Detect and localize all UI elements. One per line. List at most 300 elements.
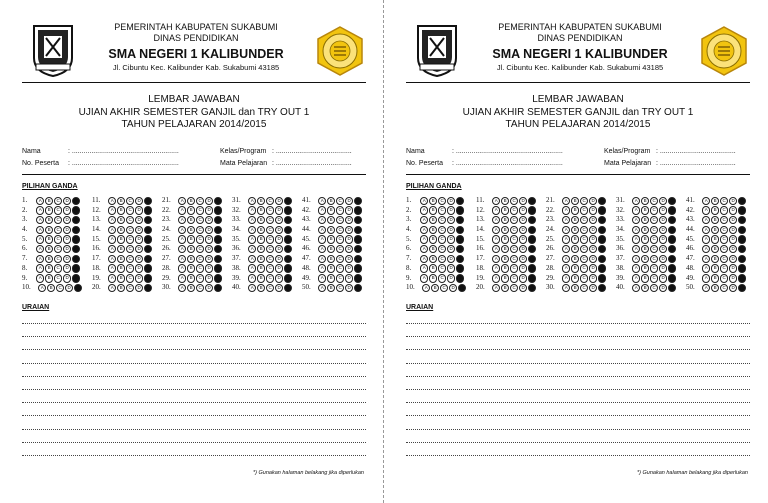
left-q2-option-a-bubble[interactable]: A xyxy=(36,206,44,214)
right-q36-option-b-bubble[interactable]: B xyxy=(641,245,649,253)
left-q23-option-a-bubble[interactable]: A xyxy=(178,216,186,224)
left-q32-option-d-bubble[interactable]: D xyxy=(275,206,283,214)
left-q20-option-e-bubble[interactable]: E xyxy=(144,284,152,292)
left-q49-option-b-bubble[interactable]: B xyxy=(327,274,335,282)
right-q26-option-a-bubble[interactable]: A xyxy=(562,245,570,253)
right-q45-option-d-bubble[interactable]: D xyxy=(729,235,737,243)
left-essay-line[interactable] xyxy=(22,349,366,350)
left-q29-option-a-bubble[interactable]: A xyxy=(178,274,186,282)
right-essay-line[interactable] xyxy=(406,415,750,416)
right-q24-option-d-bubble[interactable]: D xyxy=(589,226,597,234)
left-q3-option-a-bubble[interactable]: A xyxy=(36,216,44,224)
right-essay-line[interactable] xyxy=(406,389,750,390)
right-q25-option-b-bubble[interactable]: B xyxy=(571,235,579,243)
left-q42-option-a-bubble[interactable]: A xyxy=(318,206,326,214)
left-q18-option-e-bubble[interactable]: E xyxy=(144,264,152,272)
left-q46-option-c-bubble[interactable]: C xyxy=(336,245,344,253)
right-q42-option-b-bubble[interactable]: B xyxy=(711,206,719,214)
right-q35-option-e-bubble[interactable]: E xyxy=(668,235,676,243)
right-q31-option-d-bubble[interactable]: D xyxy=(659,197,667,205)
right-q47-option-e-bubble[interactable]: E xyxy=(738,255,746,263)
right-q6-option-b-bubble[interactable]: B xyxy=(429,245,437,253)
left-q35-option-d-bubble[interactable]: D xyxy=(275,235,283,243)
right-q8-option-a-bubble[interactable]: A xyxy=(420,264,428,272)
left-q28-option-d-bubble[interactable]: D xyxy=(205,264,213,272)
left-q46-option-a-bubble[interactable]: A xyxy=(318,245,326,253)
right-q11-option-a-bubble[interactable]: A xyxy=(492,197,500,205)
left-q44-option-a-bubble[interactable]: A xyxy=(318,226,326,234)
left-q34-option-b-bubble[interactable]: B xyxy=(257,226,265,234)
left-q2-option-d-bubble[interactable]: D xyxy=(63,206,71,214)
right-q27-option-e-bubble[interactable]: E xyxy=(598,255,606,263)
left-essay-line[interactable] xyxy=(22,336,366,337)
left-q13-option-c-bubble[interactable]: C xyxy=(126,216,134,224)
left-q35-option-b-bubble[interactable]: B xyxy=(257,235,265,243)
right-q41-option-c-bubble[interactable]: C xyxy=(720,197,728,205)
right-q38-option-c-bubble[interactable]: C xyxy=(650,264,658,272)
right-kelas-field[interactable]: : ....................................... xyxy=(656,148,736,155)
right-q4-option-c-bubble[interactable]: C xyxy=(438,226,446,234)
left-q45-option-b-bubble[interactable]: B xyxy=(327,235,335,243)
right-q30-option-c-bubble[interactable]: C xyxy=(580,284,588,292)
left-q38-option-c-bubble[interactable]: C xyxy=(266,264,274,272)
left-q41-option-e-bubble[interactable]: E xyxy=(354,197,362,205)
right-q16-option-c-bubble[interactable]: C xyxy=(510,245,518,253)
right-q4-option-d-bubble[interactable]: D xyxy=(447,226,455,234)
right-q41-option-d-bubble[interactable]: D xyxy=(729,197,737,205)
left-q41-option-a-bubble[interactable]: A xyxy=(318,197,326,205)
right-q29-option-d-bubble[interactable]: D xyxy=(589,274,597,282)
right-q41-option-a-bubble[interactable]: A xyxy=(702,197,710,205)
right-q26-option-c-bubble[interactable]: C xyxy=(580,245,588,253)
left-q19-option-c-bubble[interactable]: C xyxy=(126,274,134,282)
left-q47-option-c-bubble[interactable]: C xyxy=(336,255,344,263)
left-q31-option-b-bubble[interactable]: B xyxy=(257,197,265,205)
left-q19-option-e-bubble[interactable]: E xyxy=(144,274,152,282)
right-q25-option-d-bubble[interactable]: D xyxy=(589,235,597,243)
left-q16-option-b-bubble[interactable]: B xyxy=(117,245,125,253)
left-q25-option-b-bubble[interactable]: B xyxy=(187,235,195,243)
right-q17-option-e-bubble[interactable]: E xyxy=(528,255,536,263)
right-q15-option-d-bubble[interactable]: D xyxy=(519,235,527,243)
left-q16-option-e-bubble[interactable]: E xyxy=(144,245,152,253)
left-q34-option-a-bubble[interactable]: A xyxy=(248,226,256,234)
left-q37-option-a-bubble[interactable]: A xyxy=(248,255,256,263)
right-q26-option-b-bubble[interactable]: B xyxy=(571,245,579,253)
right-essay-line[interactable] xyxy=(406,323,750,324)
left-q30-option-d-bubble[interactable]: D xyxy=(205,284,213,292)
left-q26-option-d-bubble[interactable]: D xyxy=(205,245,213,253)
right-q3-option-a-bubble[interactable]: A xyxy=(420,216,428,224)
right-q44-option-b-bubble[interactable]: B xyxy=(711,226,719,234)
left-q31-option-c-bubble[interactable]: C xyxy=(266,197,274,205)
left-q14-option-d-bubble[interactable]: D xyxy=(135,226,143,234)
right-q37-option-c-bubble[interactable]: C xyxy=(650,255,658,263)
left-q24-option-c-bubble[interactable]: C xyxy=(196,226,204,234)
right-q21-option-e-bubble[interactable]: E xyxy=(598,197,606,205)
left-q39-option-d-bubble[interactable]: D xyxy=(275,274,283,282)
left-q36-option-e-bubble[interactable]: E xyxy=(284,245,292,253)
right-q47-option-d-bubble[interactable]: D xyxy=(729,255,737,263)
right-q2-option-e-bubble[interactable]: E xyxy=(456,206,464,214)
right-q26-option-e-bubble[interactable]: E xyxy=(598,245,606,253)
right-q42-option-c-bubble[interactable]: C xyxy=(720,206,728,214)
right-q21-option-b-bubble[interactable]: B xyxy=(571,197,579,205)
left-q33-option-d-bubble[interactable]: D xyxy=(275,216,283,224)
left-q17-option-c-bubble[interactable]: C xyxy=(126,255,134,263)
left-q48-option-c-bubble[interactable]: C xyxy=(336,264,344,272)
right-q12-option-b-bubble[interactable]: B xyxy=(501,206,509,214)
left-q3-option-b-bubble[interactable]: B xyxy=(45,216,53,224)
right-q22-option-c-bubble[interactable]: C xyxy=(580,206,588,214)
left-q10-option-e-bubble[interactable]: E xyxy=(74,284,82,292)
right-q31-option-a-bubble[interactable]: A xyxy=(632,197,640,205)
right-q29-option-e-bubble[interactable]: E xyxy=(598,274,606,282)
right-q38-option-e-bubble[interactable]: E xyxy=(668,264,676,272)
right-q18-option-a-bubble[interactable]: A xyxy=(492,264,500,272)
left-q43-option-a-bubble[interactable]: A xyxy=(318,216,326,224)
right-nama-field[interactable]: : ....................................................... xyxy=(452,148,563,155)
right-q34-option-c-bubble[interactable]: C xyxy=(650,226,658,234)
left-q9-option-e-bubble[interactable]: E xyxy=(72,274,80,282)
right-q1-option-e-bubble[interactable]: E xyxy=(456,197,464,205)
left-q36-option-d-bubble[interactable]: D xyxy=(275,245,283,253)
left-q1-option-b-bubble[interactable]: B xyxy=(45,197,53,205)
right-q23-option-c-bubble[interactable]: C xyxy=(580,216,588,224)
right-q11-option-b-bubble[interactable]: B xyxy=(501,197,509,205)
left-q16-option-a-bubble[interactable]: A xyxy=(108,245,116,253)
right-q14-option-d-bubble[interactable]: D xyxy=(519,226,527,234)
right-q40-option-e-bubble[interactable]: E xyxy=(668,284,676,292)
right-q35-option-b-bubble[interactable]: B xyxy=(641,235,649,243)
right-q49-option-b-bubble[interactable]: B xyxy=(711,274,719,282)
right-q1-option-a-bubble[interactable]: A xyxy=(420,197,428,205)
right-q21-option-d-bubble[interactable]: D xyxy=(589,197,597,205)
left-q3-option-c-bubble[interactable]: C xyxy=(54,216,62,224)
right-q9-option-d-bubble[interactable]: D xyxy=(447,274,455,282)
right-q45-option-e-bubble[interactable]: E xyxy=(738,235,746,243)
left-q9-option-a-bubble[interactable]: A xyxy=(36,274,44,282)
left-q8-option-e-bubble[interactable]: E xyxy=(72,264,80,272)
left-q24-option-d-bubble[interactable]: D xyxy=(205,226,213,234)
left-essay-line[interactable] xyxy=(22,429,366,430)
right-q5-option-a-bubble[interactable]: A xyxy=(420,235,428,243)
right-q50-option-c-bubble[interactable]: C xyxy=(720,284,728,292)
right-q19-option-a-bubble[interactable]: A xyxy=(492,274,500,282)
left-q13-option-e-bubble[interactable]: E xyxy=(144,216,152,224)
left-q30-option-b-bubble[interactable]: B xyxy=(187,284,195,292)
left-q27-option-e-bubble[interactable]: E xyxy=(214,255,222,263)
left-q12-option-e-bubble[interactable]: E xyxy=(144,206,152,214)
left-peserta-field[interactable]: : ....................................................... xyxy=(68,160,179,167)
left-q8-option-c-bubble[interactable]: C xyxy=(54,264,62,272)
right-q10-option-d-bubble[interactable]: D xyxy=(449,284,457,292)
right-q27-option-a-bubble[interactable]: A xyxy=(562,255,570,263)
right-q4-option-e-bubble[interactable]: E xyxy=(456,226,464,234)
left-q7-option-c-bubble[interactable]: C xyxy=(54,255,62,263)
right-q14-option-b-bubble[interactable]: B xyxy=(501,226,509,234)
right-q44-option-a-bubble[interactable]: A xyxy=(702,226,710,234)
right-q36-option-e-bubble[interactable]: E xyxy=(668,245,676,253)
left-q1-option-a-bubble[interactable]: A xyxy=(36,197,44,205)
right-essay-line[interactable] xyxy=(406,336,750,337)
left-q20-option-c-bubble[interactable]: C xyxy=(126,284,134,292)
left-kelas-field[interactable]: : ....................................... xyxy=(272,148,352,155)
left-q42-option-c-bubble[interactable]: C xyxy=(336,206,344,214)
right-q10-option-b-bubble[interactable]: B xyxy=(431,284,439,292)
left-q8-option-d-bubble[interactable]: D xyxy=(63,264,71,272)
right-q15-option-c-bubble[interactable]: C xyxy=(510,235,518,243)
left-q7-option-b-bubble[interactable]: B xyxy=(45,255,53,263)
right-q14-option-e-bubble[interactable]: E xyxy=(528,226,536,234)
left-q10-option-a-bubble[interactable]: A xyxy=(38,284,46,292)
left-q17-option-d-bubble[interactable]: D xyxy=(135,255,143,263)
right-q7-option-d-bubble[interactable]: D xyxy=(447,255,455,263)
left-q22-option-d-bubble[interactable]: D xyxy=(205,206,213,214)
left-q42-option-e-bubble[interactable]: E xyxy=(354,206,362,214)
right-q19-option-b-bubble[interactable]: B xyxy=(501,274,509,282)
right-q50-option-d-bubble[interactable]: D xyxy=(729,284,737,292)
right-q38-option-b-bubble[interactable]: B xyxy=(641,264,649,272)
right-peserta-field[interactable]: : ....................................................... xyxy=(452,160,563,167)
right-q45-option-a-bubble[interactable]: A xyxy=(702,235,710,243)
left-q8-option-b-bubble[interactable]: B xyxy=(45,264,53,272)
left-q11-option-e-bubble[interactable]: E xyxy=(144,197,152,205)
left-q29-option-e-bubble[interactable]: E xyxy=(214,274,222,282)
left-q21-option-e-bubble[interactable]: E xyxy=(214,197,222,205)
right-q17-option-b-bubble[interactable]: B xyxy=(501,255,509,263)
left-q28-option-b-bubble[interactable]: B xyxy=(187,264,195,272)
left-q38-option-d-bubble[interactable]: D xyxy=(275,264,283,272)
right-q10-option-e-bubble[interactable]: E xyxy=(458,284,466,292)
left-q46-option-e-bubble[interactable]: E xyxy=(354,245,362,253)
right-q42-option-a-bubble[interactable]: A xyxy=(702,206,710,214)
left-q8-option-a-bubble[interactable]: A xyxy=(36,264,44,272)
right-q15-option-b-bubble[interactable]: B xyxy=(501,235,509,243)
left-q21-option-a-bubble[interactable]: A xyxy=(178,197,186,205)
left-q1-option-e-bubble[interactable]: E xyxy=(72,197,80,205)
right-q21-option-c-bubble[interactable]: C xyxy=(580,197,588,205)
left-q16-option-c-bubble[interactable]: C xyxy=(126,245,134,253)
left-q33-option-e-bubble[interactable]: E xyxy=(284,216,292,224)
right-q11-option-c-bubble[interactable]: C xyxy=(510,197,518,205)
left-nama-field[interactable]: : ....................................................... xyxy=(68,148,179,155)
left-q6-option-b-bubble[interactable]: B xyxy=(45,245,53,253)
right-q29-option-c-bubble[interactable]: C xyxy=(580,274,588,282)
left-q22-option-c-bubble[interactable]: C xyxy=(196,206,204,214)
left-q41-option-b-bubble[interactable]: B xyxy=(327,197,335,205)
left-q11-option-a-bubble[interactable]: A xyxy=(108,197,116,205)
left-q32-option-a-bubble[interactable]: A xyxy=(248,206,256,214)
left-q43-option-c-bubble[interactable]: C xyxy=(336,216,344,224)
right-q1-option-d-bubble[interactable]: D xyxy=(447,197,455,205)
right-q48-option-c-bubble[interactable]: C xyxy=(720,264,728,272)
right-q18-option-b-bubble[interactable]: B xyxy=(501,264,509,272)
right-q33-option-d-bubble[interactable]: D xyxy=(659,216,667,224)
right-q11-option-d-bubble[interactable]: D xyxy=(519,197,527,205)
right-q47-option-c-bubble[interactable]: C xyxy=(720,255,728,263)
right-q2-option-c-bubble[interactable]: C xyxy=(438,206,446,214)
left-q18-option-c-bubble[interactable]: C xyxy=(126,264,134,272)
right-q6-option-d-bubble[interactable]: D xyxy=(447,245,455,253)
right-q34-option-e-bubble[interactable]: E xyxy=(668,226,676,234)
left-q28-option-c-bubble[interactable]: C xyxy=(196,264,204,272)
left-essay-line[interactable] xyxy=(22,363,366,364)
left-q34-option-e-bubble[interactable]: E xyxy=(284,226,292,234)
left-q43-option-e-bubble[interactable]: E xyxy=(354,216,362,224)
left-q10-option-c-bubble[interactable]: C xyxy=(56,284,64,292)
right-q16-option-d-bubble[interactable]: D xyxy=(519,245,527,253)
left-q45-option-c-bubble[interactable]: C xyxy=(336,235,344,243)
right-q23-option-b-bubble[interactable]: B xyxy=(571,216,579,224)
left-q25-option-e-bubble[interactable]: E xyxy=(214,235,222,243)
left-q3-option-e-bubble[interactable]: E xyxy=(72,216,80,224)
left-q40-option-e-bubble[interactable]: E xyxy=(284,284,292,292)
left-q14-option-b-bubble[interactable]: B xyxy=(117,226,125,234)
right-q32-option-d-bubble[interactable]: D xyxy=(659,206,667,214)
right-q16-option-e-bubble[interactable]: E xyxy=(528,245,536,253)
right-q27-option-b-bubble[interactable]: B xyxy=(571,255,579,263)
left-q11-option-d-bubble[interactable]: D xyxy=(135,197,143,205)
right-q18-option-e-bubble[interactable]: E xyxy=(528,264,536,272)
left-q35-option-c-bubble[interactable]: C xyxy=(266,235,274,243)
right-q37-option-e-bubble[interactable]: E xyxy=(668,255,676,263)
left-q47-option-e-bubble[interactable]: E xyxy=(354,255,362,263)
right-q3-option-b-bubble[interactable]: B xyxy=(429,216,437,224)
left-q24-option-b-bubble[interactable]: B xyxy=(187,226,195,234)
right-essay-line[interactable] xyxy=(406,442,750,443)
left-q6-option-a-bubble[interactable]: A xyxy=(36,245,44,253)
right-q25-option-a-bubble[interactable]: A xyxy=(562,235,570,243)
right-q14-option-a-bubble[interactable]: A xyxy=(492,226,500,234)
left-q50-option-b-bubble[interactable]: B xyxy=(327,284,335,292)
right-q13-option-c-bubble[interactable]: C xyxy=(510,216,518,224)
left-q27-option-b-bubble[interactable]: B xyxy=(187,255,195,263)
right-q22-option-b-bubble[interactable]: B xyxy=(571,206,579,214)
right-q40-option-d-bubble[interactable]: D xyxy=(659,284,667,292)
left-q39-option-a-bubble[interactable]: A xyxy=(248,274,256,282)
left-q25-option-a-bubble[interactable]: A xyxy=(178,235,186,243)
left-q48-option-e-bubble[interactable]: E xyxy=(354,264,362,272)
left-q9-option-c-bubble[interactable]: C xyxy=(54,274,62,282)
right-q25-option-e-bubble[interactable]: E xyxy=(598,235,606,243)
right-q8-option-e-bubble[interactable]: E xyxy=(456,264,464,272)
left-q44-option-d-bubble[interactable]: D xyxy=(345,226,353,234)
left-q4-option-a-bubble[interactable]: A xyxy=(36,226,44,234)
left-q14-option-e-bubble[interactable]: E xyxy=(144,226,152,234)
right-q43-option-a-bubble[interactable]: A xyxy=(702,216,710,224)
left-q19-option-d-bubble[interactable]: D xyxy=(135,274,143,282)
right-q22-option-e-bubble[interactable]: E xyxy=(598,206,606,214)
left-q22-option-e-bubble[interactable]: E xyxy=(214,206,222,214)
right-q20-option-e-bubble[interactable]: E xyxy=(528,284,536,292)
left-q34-option-d-bubble[interactable]: D xyxy=(275,226,283,234)
right-q13-option-e-bubble[interactable]: E xyxy=(528,216,536,224)
right-q30-option-e-bubble[interactable]: E xyxy=(598,284,606,292)
left-q48-option-a-bubble[interactable]: A xyxy=(318,264,326,272)
left-q11-option-c-bubble[interactable]: C xyxy=(126,197,134,205)
left-q12-option-a-bubble[interactable]: A xyxy=(108,206,116,214)
left-essay-line[interactable] xyxy=(22,376,366,377)
right-q18-option-c-bubble[interactable]: C xyxy=(510,264,518,272)
left-q5-option-e-bubble[interactable]: E xyxy=(72,235,80,243)
left-q39-option-b-bubble[interactable]: B xyxy=(257,274,265,282)
right-q17-option-d-bubble[interactable]: D xyxy=(519,255,527,263)
left-q36-option-a-bubble[interactable]: A xyxy=(248,245,256,253)
left-q27-option-c-bubble[interactable]: C xyxy=(196,255,204,263)
left-q45-option-e-bubble[interactable]: E xyxy=(354,235,362,243)
left-q43-option-b-bubble[interactable]: B xyxy=(327,216,335,224)
right-q1-option-c-bubble[interactable]: C xyxy=(438,197,446,205)
left-q47-option-d-bubble[interactable]: D xyxy=(345,255,353,263)
left-q42-option-b-bubble[interactable]: B xyxy=(327,206,335,214)
left-q20-option-a-bubble[interactable]: A xyxy=(108,284,116,292)
right-q41-option-b-bubble[interactable]: B xyxy=(711,197,719,205)
left-q25-option-d-bubble[interactable]: D xyxy=(205,235,213,243)
left-q5-option-a-bubble[interactable]: A xyxy=(36,235,44,243)
right-q1-option-b-bubble[interactable]: B xyxy=(429,197,437,205)
right-q30-option-a-bubble[interactable]: A xyxy=(562,284,570,292)
right-q7-option-a-bubble[interactable]: A xyxy=(420,255,428,263)
left-q44-option-e-bubble[interactable]: E xyxy=(354,226,362,234)
right-q3-option-e-bubble[interactable]: E xyxy=(456,216,464,224)
right-q6-option-e-bubble[interactable]: E xyxy=(456,245,464,253)
left-q40-option-a-bubble[interactable]: A xyxy=(248,284,256,292)
right-q40-option-c-bubble[interactable]: C xyxy=(650,284,658,292)
left-q14-option-a-bubble[interactable]: A xyxy=(108,226,116,234)
right-q24-option-a-bubble[interactable]: A xyxy=(562,226,570,234)
right-q18-option-d-bubble[interactable]: D xyxy=(519,264,527,272)
right-q9-option-e-bubble[interactable]: E xyxy=(456,274,464,282)
right-essay-line[interactable] xyxy=(406,455,750,456)
right-q13-option-a-bubble[interactable]: A xyxy=(492,216,500,224)
left-q48-option-b-bubble[interactable]: B xyxy=(327,264,335,272)
left-q38-option-b-bubble[interactable]: B xyxy=(257,264,265,272)
left-q40-option-d-bubble[interactable]: D xyxy=(275,284,283,292)
left-q39-option-e-bubble[interactable]: E xyxy=(284,274,292,282)
right-q8-option-c-bubble[interactable]: C xyxy=(438,264,446,272)
right-q37-option-d-bubble[interactable]: D xyxy=(659,255,667,263)
left-q31-option-d-bubble[interactable]: D xyxy=(275,197,283,205)
left-q13-option-a-bubble[interactable]: A xyxy=(108,216,116,224)
left-q50-option-d-bubble[interactable]: D xyxy=(345,284,353,292)
right-q28-option-c-bubble[interactable]: C xyxy=(580,264,588,272)
right-q36-option-c-bubble[interactable]: C xyxy=(650,245,658,253)
right-essay-line[interactable] xyxy=(406,376,750,377)
left-q12-option-b-bubble[interactable]: B xyxy=(117,206,125,214)
left-q41-option-d-bubble[interactable]: D xyxy=(345,197,353,205)
left-q49-option-e-bubble[interactable]: E xyxy=(354,274,362,282)
left-q39-option-c-bubble[interactable]: C xyxy=(266,274,274,282)
left-q27-option-d-bubble[interactable]: D xyxy=(205,255,213,263)
right-q39-option-b-bubble[interactable]: B xyxy=(641,274,649,282)
left-q17-option-e-bubble[interactable]: E xyxy=(144,255,152,263)
left-q12-option-c-bubble[interactable]: C xyxy=(126,206,134,214)
right-q35-option-d-bubble[interactable]: D xyxy=(659,235,667,243)
left-q26-option-b-bubble[interactable]: B xyxy=(187,245,195,253)
right-q9-option-b-bubble[interactable]: B xyxy=(429,274,437,282)
right-q31-option-b-bubble[interactable]: B xyxy=(641,197,649,205)
left-q2-option-e-bubble[interactable]: E xyxy=(72,206,80,214)
right-q49-option-a-bubble[interactable]: A xyxy=(702,274,710,282)
right-q6-option-c-bubble[interactable]: C xyxy=(438,245,446,253)
right-q2-option-d-bubble[interactable]: D xyxy=(447,206,455,214)
right-q43-option-b-bubble[interactable]: B xyxy=(711,216,719,224)
left-q48-option-d-bubble[interactable]: D xyxy=(345,264,353,272)
left-q36-option-b-bubble[interactable]: B xyxy=(257,245,265,253)
right-q20-option-d-bubble[interactable]: D xyxy=(519,284,527,292)
left-q49-option-c-bubble[interactable]: C xyxy=(336,274,344,282)
